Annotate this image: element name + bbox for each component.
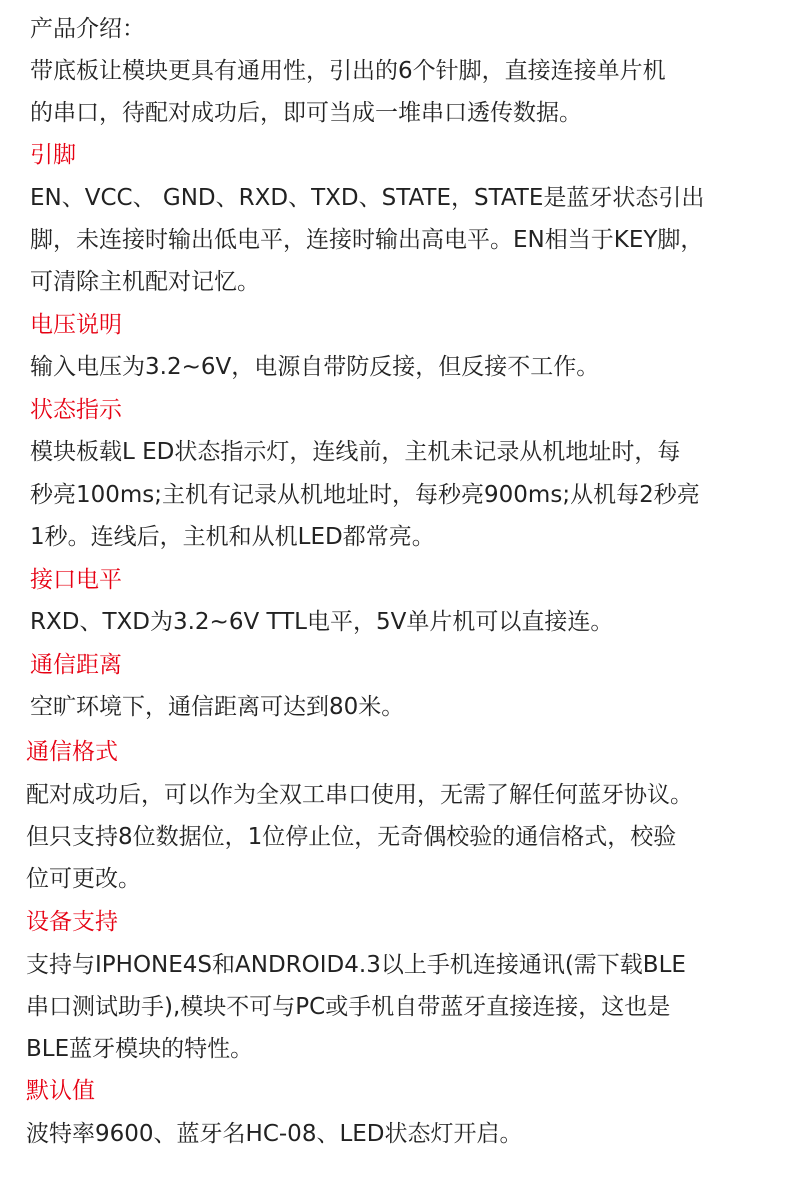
devices-line-3: BLE蓝牙模块的特性。 — [26, 1036, 254, 1062]
pins-line-3: 可清除主机配对记忆。 — [30, 269, 260, 295]
voltage-line-1: 输入电压为3.2~6V，电源自带防反接，但反接不工作。 — [30, 354, 600, 380]
range-heading: 通信距离 — [30, 652, 122, 678]
pins-line-1: EN、VCC、 GND、RXD、TXD、STATE，STATE是蓝牙状态引出 — [30, 185, 705, 211]
devices-heading: 设备支持 — [26, 909, 118, 935]
format-heading: 通信格式 — [26, 739, 118, 765]
voltage-heading: 电压说明 — [30, 312, 122, 338]
pins-heading: 引脚 — [30, 142, 76, 168]
interface-heading: 接口电平 — [30, 567, 122, 593]
defaults-heading: 默认值 — [26, 1078, 95, 1104]
intro-line-1: 带底板让模块更具有通用性，引出的6个针脚，直接连接单片机 — [30, 58, 666, 84]
status-line-1: 模块板载L ED状态指示灯，连线前，主机未记录从机地址时，每 — [30, 439, 681, 465]
pins-line-2: 脚，未连接时输出低电平，连接时输出高电平。EN相当于KEY脚， — [30, 227, 704, 253]
defaults-line-1: 波特率9600、蓝牙名HC-08、LED状态灯开启。 — [26, 1121, 523, 1147]
status-heading: 状态指示 — [30, 397, 122, 423]
status-line-2: 秒亮100ms;主机有记录从机地址时，每秒亮900ms;从机每2秒亮 — [30, 482, 700, 508]
intro-line-2: 的串口，待配对成功后，即可当成一堆串口透传数据。 — [30, 100, 582, 126]
devices-line-1: 支持与IPHONE4S和ANDROID4.3以上手机连接通讯(需下载BLE — [26, 952, 686, 978]
status-line-3: 1秒。连线后，主机和从机LED都常亮。 — [30, 524, 435, 550]
range-line-1: 空旷环境下，通信距离可达到80米。 — [30, 694, 405, 720]
format-line-1: 配对成功后，可以作为全双工串口使用，无需了解任何蓝牙协议。 — [26, 782, 693, 808]
devices-line-2: 串口测试助手),模块不可与PC或手机自带蓝牙直接连接，这也是 — [26, 994, 671, 1020]
interface-line-1: RXD、TXD为3.2~6V TTL电平，5V单片机可以直接连。 — [30, 609, 614, 635]
format-line-3: 位可更改。 — [26, 866, 141, 892]
intro-title: 产品介绍： — [30, 16, 145, 42]
format-line-2: 但只支持8位数据位，1位停止位，无奇偶校验的通信格式，校验 — [26, 824, 677, 850]
